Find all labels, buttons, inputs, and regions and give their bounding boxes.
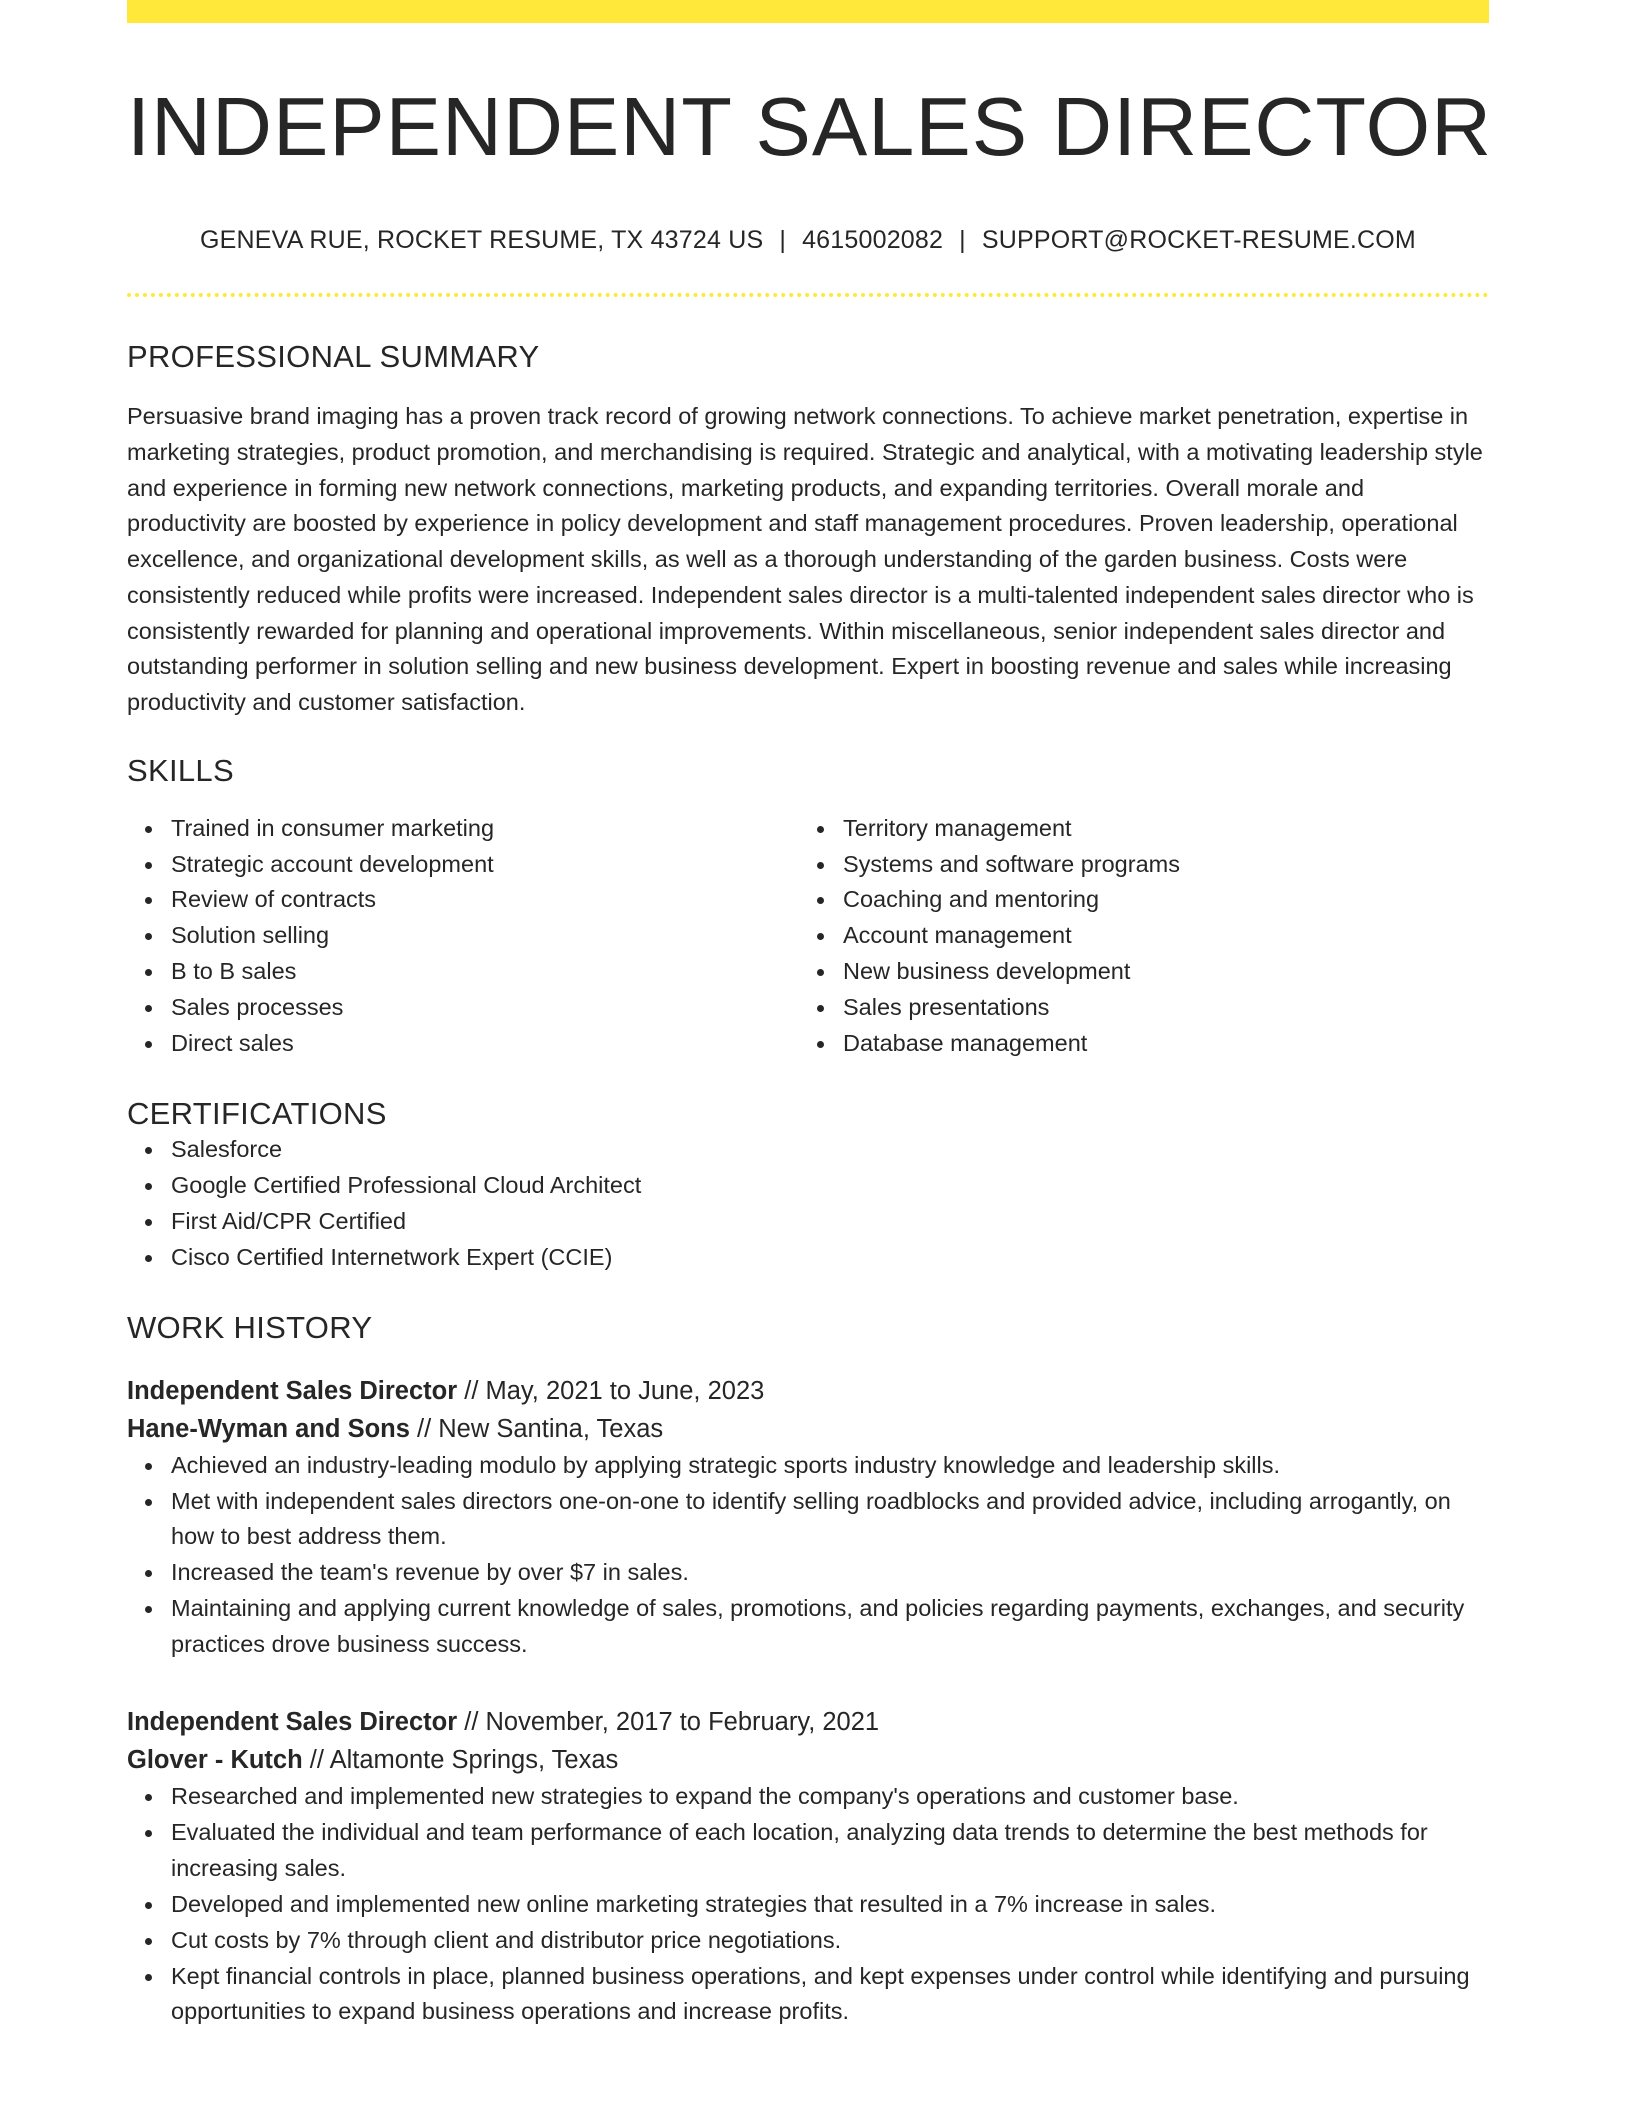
skill-item: Review of contracts (171, 882, 799, 918)
job-title: Independent Sales Director (127, 1708, 458, 1737)
job-company-line (127, 1741, 1489, 1779)
job-dates: // May, 2021 to June, 2023 (457, 1376, 765, 1405)
skill-item: Sales presentations (843, 990, 1471, 1026)
job-company: Glover - Kutch (127, 1746, 303, 1775)
skill-item: Solution selling (171, 918, 799, 954)
certification-item: Salesforce (171, 1132, 1489, 1168)
job-duty: Achieved an industry-leading modulo by applying strategic sports industry knowledge and leadership skills. (171, 1448, 1489, 1484)
job-dates: // November, 2017 to February, 2021 (457, 1708, 880, 1737)
job-duty: Researched and implemented new strategies to expand the company's operations and customer base. (171, 1779, 1489, 1815)
job-company-line (127, 1410, 1489, 1448)
job-duty: Kept financial controls in place, planned business operations, and kept expenses under control while identifying and pursuing opportunities to expand business operations and increase profits. (171, 1959, 1489, 2031)
skill-item: Systems and software programs (843, 847, 1471, 883)
skill-item: Account management (843, 918, 1471, 954)
job-duty: Developed and implemented new online marketing strategies that resulted in a 7% increase in sales. (171, 1887, 1489, 1923)
job-title-line (127, 1372, 1489, 1410)
summary-heading: PROFESSIONAL SUMMARY (127, 339, 540, 375)
job-duty: Cut costs by 7% through client and distributor price negotiations. (171, 1923, 1489, 1959)
page-title: INDEPENDENT SALES DIRECTOR (127, 80, 1493, 173)
skills-grid (127, 811, 1489, 1062)
contact-separator: | (779, 226, 787, 255)
skills-column-right (799, 811, 1471, 1062)
job-duty: Increased the team's revenue by over $7 in sales. (171, 1555, 1489, 1591)
job-duty: Maintaining and applying current knowledge of sales, promotions, and policies regarding payments, exchanges, and security practices drove business success. (171, 1591, 1489, 1663)
job-duty: Evaluated the individual and team performance of each location, analyzing data trends to determine the best methods for increasing sales. (171, 1815, 1489, 1887)
certification-item: Google Certified Professional Cloud Architect (171, 1168, 1489, 1204)
skill-item: Territory management (843, 811, 1471, 847)
accent-bar (127, 0, 1489, 23)
contact-info (127, 226, 1489, 255)
job-duties (127, 1779, 1489, 2030)
job-location: // New Santina, Texas (409, 1414, 664, 1443)
skill-item: New business development (843, 954, 1471, 990)
contact-address: GENEVA RUE, ROCKET RESUME, TX 43724 US (200, 226, 764, 255)
contact-email: SUPPORT@ROCKET-RESUME.COM (981, 226, 1416, 255)
skill-item: Strategic account development (171, 847, 799, 883)
certification-item: First Aid/CPR Certified (171, 1204, 1489, 1240)
certifications-list (127, 1132, 1489, 1276)
job-duties (127, 1448, 1489, 1663)
skill-item: Coaching and mentoring (843, 882, 1471, 918)
job-entry (127, 1372, 1489, 1663)
divider (127, 293, 1489, 297)
job-title-line (127, 1703, 1489, 1741)
summary-text: Persuasive brand imaging has a proven track record of growing network connections. To achieve market penetration, expertise in marketing strategies, product promotion, and merchandising is required. Strategic and analytical, with a motivating leadership style and experience in forming new network connections, marketing products, and expanding territories. Overall morale and productivity are boosted by experience in policy development and staff management procedures. Proven leadership, operational excellence, and organizational development skills, as well as a thorough understanding of the garden business. Costs were consistently reduced while profits were increased. Independent sales director is a multi-talented independent sales director who is consistently rewarded for planning and operational improvements. Within miscellaneous, senior independent sales director and outstanding performer in solution selling and new business development. Expert in boosting revenue and sales while increasing productivity and customer satisfaction. (127, 403, 1483, 715)
work-history-heading: WORK HISTORY (127, 1309, 373, 1345)
skill-item: Database management (843, 1026, 1471, 1062)
skill-item: Sales processes (171, 990, 799, 1026)
job-duty: Met with independent sales directors one-on-one to identify selling roadblocks and provided advice, including arrogantly, on how to best address them. (171, 1484, 1489, 1556)
contact-phone: 4615002082 (802, 226, 944, 255)
job-title: Independent Sales Director (127, 1376, 458, 1405)
skill-item: B to B sales (171, 954, 799, 990)
contact-separator: | (959, 226, 966, 255)
certification-item: Cisco Certified Internetwork Expert (CCIE) (171, 1240, 1489, 1276)
skill-item: Trained in consumer marketing (171, 811, 799, 847)
skills-heading: SKILLS (127, 752, 234, 788)
skills-column-left (127, 811, 799, 1062)
job-entry (127, 1703, 1489, 2030)
job-location: // Altamonte Springs, Texas (302, 1746, 619, 1775)
skill-item: Direct sales (171, 1026, 799, 1062)
certifications-heading: CERTIFICATIONS (127, 1095, 387, 1131)
job-company: Hane-Wyman and Sons (127, 1414, 410, 1443)
resume-page (127, 0, 1493, 2030)
